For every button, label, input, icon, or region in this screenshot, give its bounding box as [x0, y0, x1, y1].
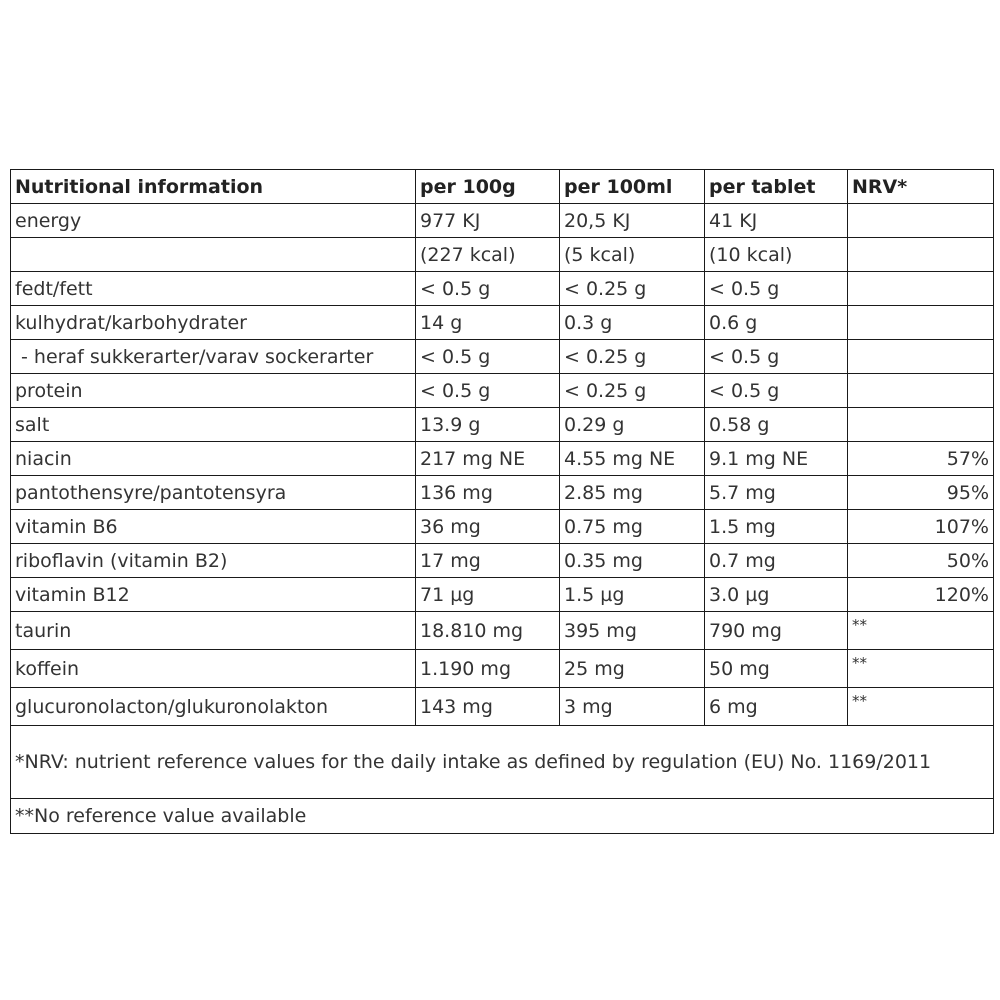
footnote-row	[11, 726, 994, 799]
value-per-tablet: < 0.5 g	[705, 374, 848, 408]
value-per-100ml: 0.3 g	[560, 306, 705, 340]
header-per-tablet: per tablet	[705, 170, 848, 204]
table-row	[11, 340, 994, 374]
table-row	[11, 408, 994, 442]
value-per-100g: 1.190 mg	[416, 650, 560, 688]
table-row	[11, 510, 994, 544]
value-nrv: 120%	[848, 578, 994, 612]
value-per-tablet: 5.7 mg	[705, 476, 848, 510]
value-per-100ml: 4.55 mg NE	[560, 442, 705, 476]
table-row	[11, 204, 994, 238]
footnote-row	[11, 799, 994, 834]
value-per-tablet: 790 mg	[705, 612, 848, 650]
value-per-tablet: 3.0 µg	[705, 578, 848, 612]
value-nrv	[848, 272, 994, 306]
value-nrv	[848, 204, 994, 238]
value-per-100g: < 0.5 g	[416, 340, 560, 374]
value-per-100g: 977 KJ	[416, 204, 560, 238]
value-per-100g: < 0.5 g	[416, 374, 560, 408]
value-per-100ml: < 0.25 g	[560, 272, 705, 306]
value-per-100ml: (5 kcal)	[560, 238, 705, 272]
value-nrv	[848, 374, 994, 408]
table-header-row	[11, 170, 994, 204]
value-per-tablet: 1.5 mg	[705, 510, 848, 544]
table-row	[11, 476, 994, 510]
value-per-tablet: 50 mg	[705, 650, 848, 688]
nutrient-name: glucuronolacton/glukuronolakton	[11, 688, 416, 726]
value-per-100g: 13.9 g	[416, 408, 560, 442]
value-per-100ml: 0.75 mg	[560, 510, 705, 544]
value-per-100ml: 2.85 mg	[560, 476, 705, 510]
header-nutrient: Nutritional information	[11, 170, 416, 204]
value-nrv: **	[848, 688, 994, 726]
value-per-100ml: 20,5 KJ	[560, 204, 705, 238]
table-row	[11, 612, 994, 650]
nutrient-name: fedt/fett	[11, 272, 416, 306]
nutrient-name: vitamin B6	[11, 510, 416, 544]
value-nrv: 57%	[848, 442, 994, 476]
header-nrv: NRV*	[848, 170, 994, 204]
value-nrv: **	[848, 612, 994, 650]
value-per-tablet: (10 kcal)	[705, 238, 848, 272]
header-per-100ml: per 100ml	[560, 170, 705, 204]
value-per-100g: 143 mg	[416, 688, 560, 726]
value-per-tablet: 0.6 g	[705, 306, 848, 340]
value-nrv: 50%	[848, 544, 994, 578]
nutrient-name: protein	[11, 374, 416, 408]
value-nrv: 107%	[848, 510, 994, 544]
value-per-tablet: 41 KJ	[705, 204, 848, 238]
value-nrv: **	[848, 650, 994, 688]
value-per-tablet: 0.7 mg	[705, 544, 848, 578]
value-per-100ml: 1.5 µg	[560, 578, 705, 612]
value-per-100ml: < 0.25 g	[560, 374, 705, 408]
value-per-tablet: < 0.5 g	[705, 340, 848, 374]
nutrient-name: energy	[11, 204, 416, 238]
value-per-100g: 217 mg NE	[416, 442, 560, 476]
nutrient-name: taurin	[11, 612, 416, 650]
value-per-tablet: 6 mg	[705, 688, 848, 726]
nrv-footnote: *NRV: nutrient reference values for the daily intake as defined by regulation (EU) No. 1169/2011	[11, 726, 994, 799]
nutrient-name: riboflavin (vitamin B2)	[11, 544, 416, 578]
value-per-100ml: 25 mg	[560, 650, 705, 688]
value-nrv	[848, 340, 994, 374]
value-per-100g: < 0.5 g	[416, 272, 560, 306]
table-row	[11, 374, 994, 408]
value-per-100g: 18.810 mg	[416, 612, 560, 650]
value-per-tablet: 0.58 g	[705, 408, 848, 442]
nutrient-name: pantothensyre/pantotensyra	[11, 476, 416, 510]
table-row	[11, 306, 994, 340]
nutrient-name	[11, 238, 416, 272]
table-row	[11, 544, 994, 578]
value-per-100ml: 395 mg	[560, 612, 705, 650]
value-per-100g: 36 mg	[416, 510, 560, 544]
value-per-100ml: 3 mg	[560, 688, 705, 726]
nutrient-name: - heraf sukkerarter/varav sockerarter	[11, 340, 416, 374]
value-per-100ml: 0.29 g	[560, 408, 705, 442]
table-row	[11, 442, 994, 476]
nutrient-name: kulhydrat/karbohydrater	[11, 306, 416, 340]
value-nrv	[848, 306, 994, 340]
value-per-100g: (227 kcal)	[416, 238, 560, 272]
nutrient-name: salt	[11, 408, 416, 442]
value-per-100ml: 0.35 mg	[560, 544, 705, 578]
value-nrv: 95%	[848, 476, 994, 510]
value-per-100g: 136 mg	[416, 476, 560, 510]
value-nrv	[848, 408, 994, 442]
nutrition-table	[10, 169, 994, 834]
table-row	[11, 578, 994, 612]
table-row	[11, 650, 994, 688]
header-per-100g: per 100g	[416, 170, 560, 204]
table-row	[11, 272, 994, 306]
value-per-100g: 14 g	[416, 306, 560, 340]
value-per-100g: 71 µg	[416, 578, 560, 612]
no-reference-footnote: **No reference value available	[11, 799, 994, 834]
table-row	[11, 238, 994, 272]
value-per-100g: 17 mg	[416, 544, 560, 578]
table-row	[11, 688, 994, 726]
value-per-tablet: 9.1 mg NE	[705, 442, 848, 476]
value-per-tablet: < 0.5 g	[705, 272, 848, 306]
value-nrv	[848, 238, 994, 272]
value-per-100ml: < 0.25 g	[560, 340, 705, 374]
nutrient-name: koffein	[11, 650, 416, 688]
nutrient-name: niacin	[11, 442, 416, 476]
nutrient-name: vitamin B12	[11, 578, 416, 612]
